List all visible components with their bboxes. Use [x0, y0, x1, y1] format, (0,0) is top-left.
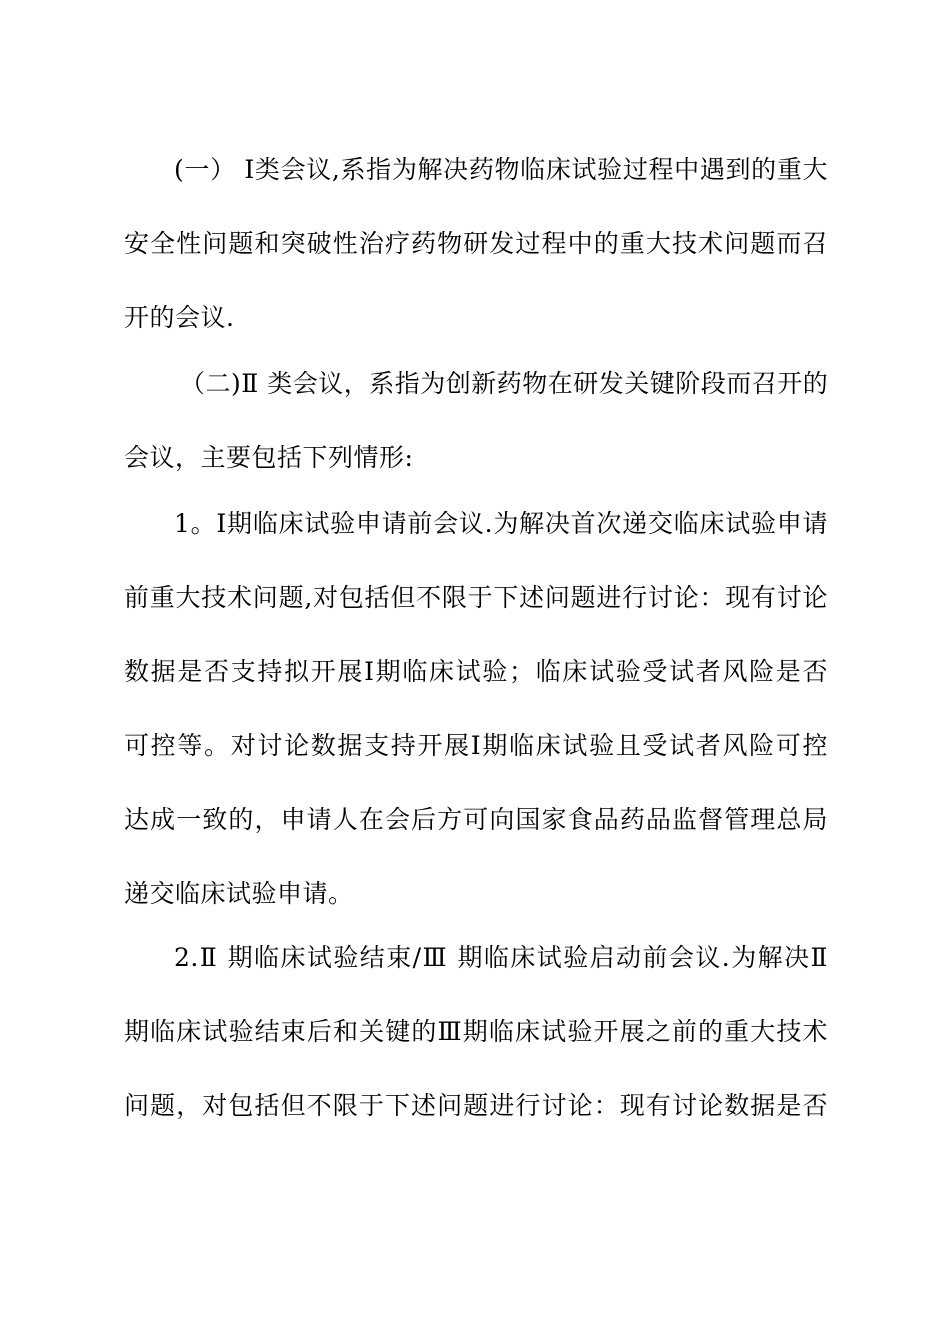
- paragraph-2-line-2: 会议，主要包括下列情形:: [124, 443, 414, 472]
- paragraph-1-line-2: 安全性问题和突破性治疗药物研发过程中的重大技术问题而召: [124, 229, 828, 258]
- paragraph-2-line-1: （二)Ⅱ 类会议，系指为创新药物在研发关键阶段而召开的: [180, 369, 828, 398]
- paragraph-4-line-2: 期临床试验结束后和关键的Ⅲ期临床试验开展之前的重大技术: [124, 1017, 828, 1046]
- paragraph-1-line-3: 开的会议.: [124, 303, 235, 332]
- paragraph-1-line-1: (一） Ⅰ类会议,系指为解决药物临床试验过程中遇到的重大: [174, 155, 828, 184]
- paragraph-3-line-5: 达成一致的，申请人在会后方可向国家食品药品监督管理总局: [124, 805, 828, 834]
- paragraph-4-line-3: 问题，对包括但不限于下述问题进行讨论：现有讨论数据是否: [124, 1091, 828, 1120]
- paragraph-4-line-1: 2.Ⅱ 期临床试验结束/Ⅲ 期临床试验启动前会议.为解决Ⅱ: [174, 943, 828, 972]
- paragraph-3-line-1: 1。Ⅰ期临床试验申请前会议.为解决首次递交临床试验申请: [174, 509, 828, 538]
- paragraph-3-line-3: 数据是否支持拟开展Ⅰ期临床试验；临床试验受试者风险是否: [124, 657, 828, 686]
- paragraph-3-line-2: 前重大技术问题,对包括但不限于下述问题进行讨论：现有讨论: [124, 583, 828, 612]
- paragraph-3-line-4: 可控等。对讨论数据支持开展Ⅰ期临床试验且受试者风险可控: [124, 731, 828, 760]
- paragraph-3-line-6: 递交临床试验申请。: [124, 879, 354, 908]
